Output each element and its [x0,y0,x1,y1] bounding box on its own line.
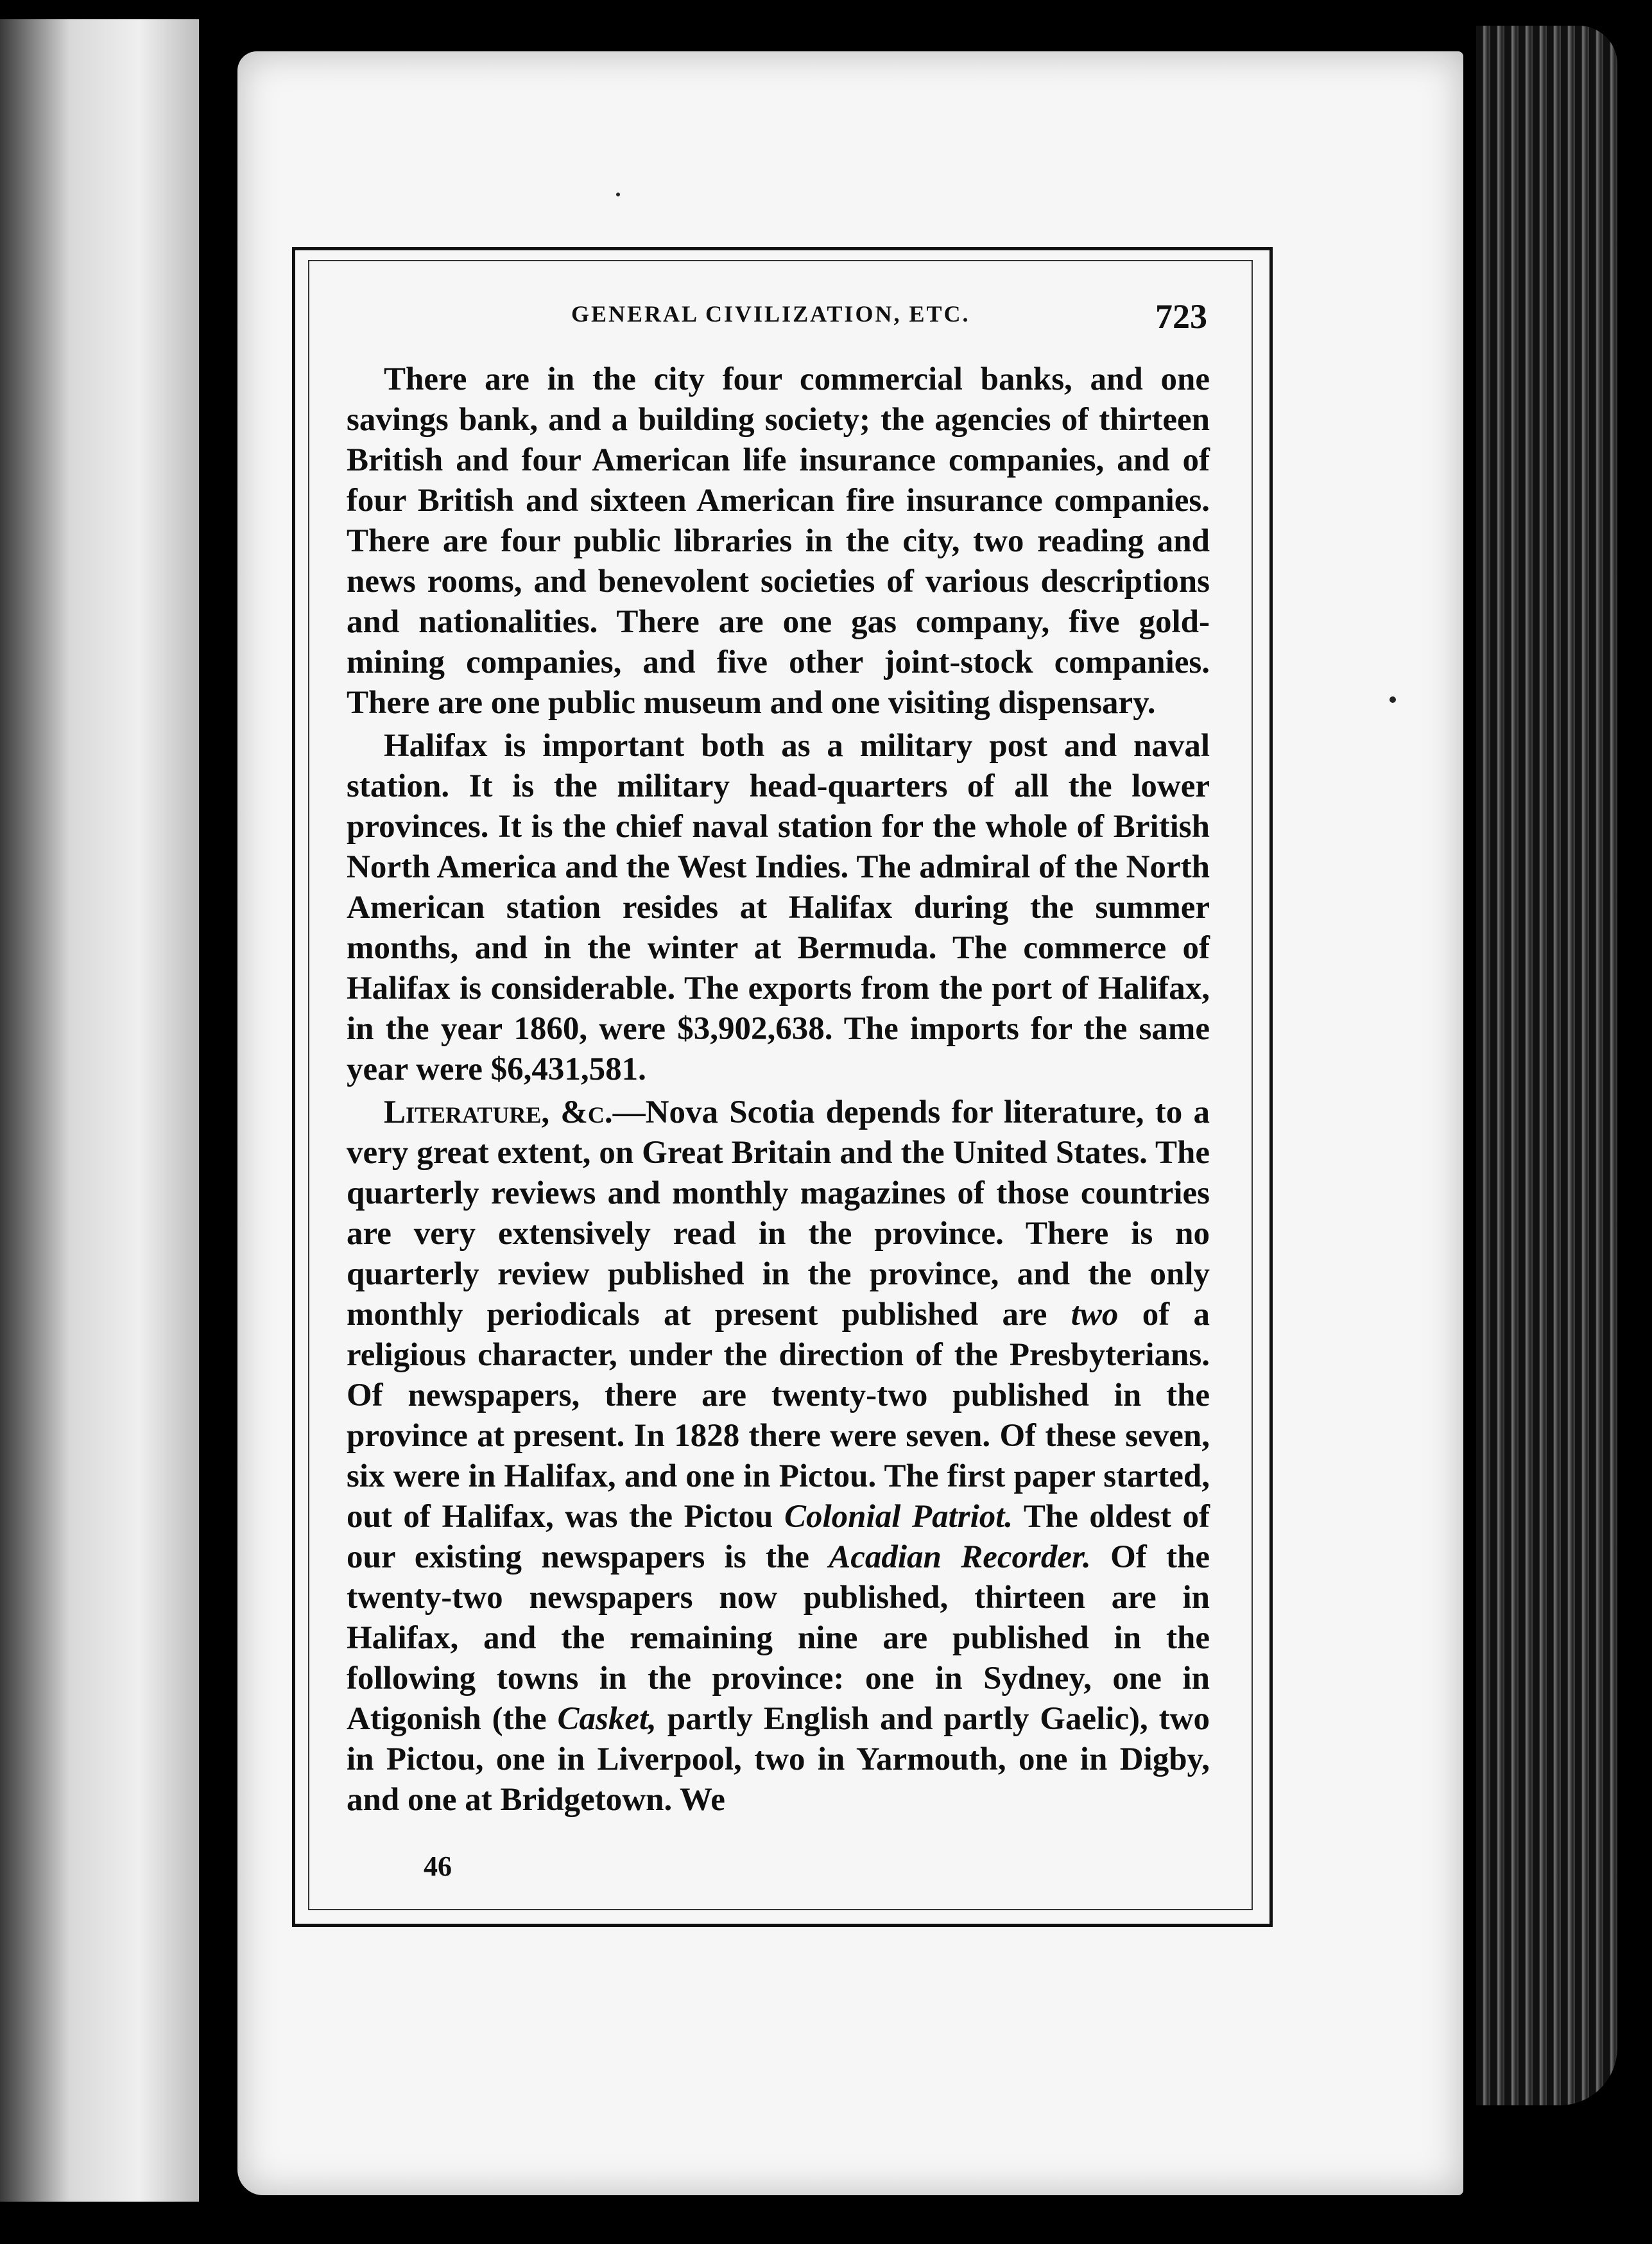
paragraph-literature [347,1092,1210,1820]
ink-speck [1390,696,1396,703]
running-head: GENERAL CIVILIZATION, ETC. [571,301,970,327]
text-run: Of the twenty-two newspapers now published, thirteen are in Halifax, and the remaining nine are published in the following towns in the province: one in Sydney, one in Atigonish (the [347,1539,1210,1737]
page-number: 723 [1155,297,1207,336]
facing-page [0,19,199,2202]
italic-casket: Casket, [557,1701,657,1737]
text-run: partly English and partly Gaelic), two in Pictou, one in Liverpool, two in Yarmouth, one in Digby, and one at Bridgetown. We [347,1701,1210,1818]
text-run: The oldest of our existing newspapers is the [347,1499,1210,1575]
italic-two: two [1071,1297,1119,1333]
italic-acadian-recorder: Acadian Recorder. [829,1539,1091,1575]
paragraph-banks: There are in the city four commercial banks, and one savings bank, and a building society; the agencies of thirteen British and four American life insurance companies, and of four British and sixteen American fire insurance companies. There are four public libraries in the city, two reading and news rooms, and benevolent societies of various descriptions and nationalities. There are one gas company, five gold-mining companies, and five other joint-stock companies. There are one public museum and one visiting dispensary. [347,361,1210,721]
text-run: —Nova Scotia depends for literature, to a very great extent, on Great Britain and the United States. The quarterly reviews and monthly magazines of those countries are very extensively read in the province. There is no quarterly review published in the province, and the only monthly periodicals at present published are [347,1094,1210,1333]
paragraph-halifax: Halifax is important both as a military post and naval station. It is the military head-quarters of all the lower provinces. It is the chief naval station for the whole of British North America and the West Indies. The admiral of the North American station resides at Halifax during the summer months, and in the winter at Bermuda. The commerce of Halifax is considerable. The exports from the port of Halifax, in the year 1860, were $3,902,638. The imports for the same year were $6,431,581. [347,728,1210,1087]
text-run: of a religious character, under the direction of the Presbyterians. Of newspapers, there are twenty-two published in the province at present. In 1828 there were seven. Of these seven, six were in Halifax, and one in Pictou. The first paper started, out of Halifax, was the Pictou [347,1297,1210,1535]
section-heading-literature: Literature, &c. [384,1094,613,1130]
book-page-edges [1476,26,1617,2105]
body-text [347,359,1210,1823]
ink-speck [616,193,620,196]
italic-colonial-patriot: Colonial Patriot. [784,1499,1013,1535]
signature-mark: 46 [424,1851,452,1882]
